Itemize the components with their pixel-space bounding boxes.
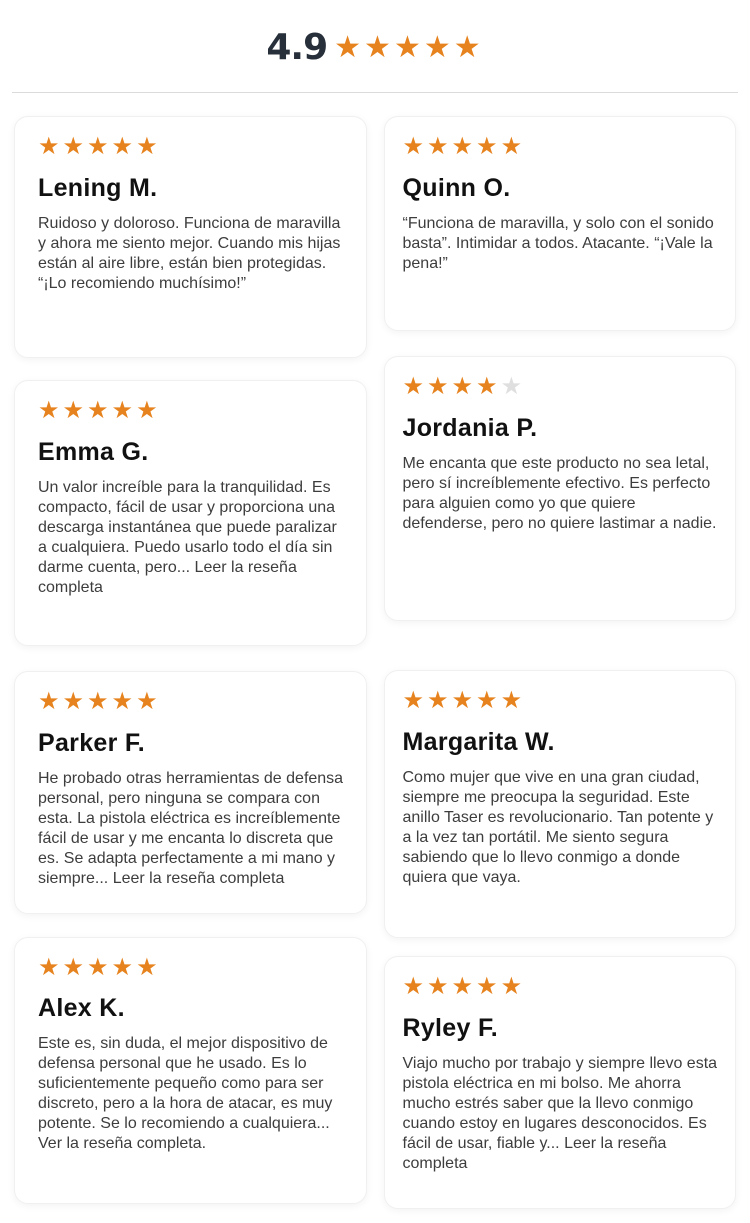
review-card [14,671,367,913]
star-filled-icon: ★ [476,686,498,715]
review-stars [403,133,724,159]
star-filled-icon: ★ [476,972,498,1001]
review-stars [38,133,344,159]
review-body: “Funciona de maravilla, y solo con el sonido basta”. Intimidar a todos. Atacante. “¡Vale la pena!” [402,214,714,272]
review-card [384,956,737,1209]
star-filled-icon: ★ [476,132,498,161]
review-body: Viajo mucho por trabajo y siempre llevo esta pistola eléctrica en mi bolso. Me ahorra mucho estrés saber que la llevo conmigo cuando estoy en lugares desconocidos. Es fácil de usar, fiable y... [402,1054,718,1152]
star-filled-icon: ★ [427,132,449,161]
rating-summary [0,0,750,92]
star-filled-icon: ★ [111,687,134,716]
star-filled-icon: ★ [423,30,451,66]
reviewer-name: Lening M. [38,173,158,202]
star-filled-icon: ★ [87,396,109,425]
review-text [38,478,344,598]
review-body: Como mujer que vive en una gran ciudad, siempre me preocupa la seguridad. Este anillo Taser es revolucionario. Tan potente y a la vez tan portátil. Me siento segura sabiendo que lo llevo conmigo a donde quiera que vaya. [402,768,714,886]
star-filled-icon: ★ [402,372,425,401]
star-filled-icon: ★ [136,687,158,716]
reviewer-name: Quinn O. [402,173,511,202]
reviewer-name: Ryley F. [402,1013,499,1042]
star-filled-icon: ★ [500,132,523,161]
review-text [38,214,344,294]
read-more-link[interactable]: Leer la reseña completa [402,1134,667,1172]
star-filled-icon: ★ [427,686,449,715]
star-filled-icon: ★ [476,372,498,401]
star-filled-icon: ★ [393,30,421,66]
review-card [14,116,367,358]
review-card [14,380,367,646]
reviews-column-right [384,116,737,1209]
star-filled-icon: ★ [136,396,158,425]
review-text [403,454,724,534]
review-stars [38,397,344,423]
reviewer-name: Jordania P. [402,413,538,442]
star-filled-icon: ★ [62,687,85,716]
star-filled-icon: ★ [136,132,158,161]
review-stars [38,954,344,980]
review-body: Un valor increíble para la tranquilidad. Es compacto, fácil de usar y proporciona una descarga instantánea que puede paralizar a cualquiera. Puedo usarlo todo el día sin darme cuenta, pero... [38,478,337,576]
star-filled-icon: ★ [111,132,134,161]
reviews-column-left [14,116,367,1203]
star-filled-icon: ★ [451,372,474,401]
star-filled-icon: ★ [451,686,474,715]
star-filled-icon: ★ [427,972,449,1001]
read-more-link[interactable]: Leer la reseña completa [38,558,297,596]
review-card [384,116,737,331]
review-text [403,768,724,888]
star-filled-icon: ★ [500,972,523,1001]
review-stars [38,688,344,714]
rating-value: 4.9 [266,27,328,68]
star-filled-icon: ★ [38,687,60,716]
review-text [38,1034,344,1154]
review-card [384,670,737,938]
star-filled-icon: ★ [136,952,158,981]
star-filled-icon: ★ [87,132,109,161]
star-filled-icon: ★ [62,132,85,161]
star-filled-icon: ★ [111,952,134,981]
star-filled-icon: ★ [453,30,481,66]
star-filled-icon: ★ [500,686,523,715]
star-filled-icon: ★ [451,132,474,161]
star-filled-icon: ★ [38,952,60,981]
review-card [384,356,737,621]
review-body: Este es, sin duda, el mejor dispositivo de defensa personal que he usado. Es lo suficientemente pequeño como para ser discreto, pero a la hora de atacar, es muy potente. Se lo recomiendo a cualquiera... [38,1035,333,1133]
star-filled-icon: ★ [427,372,449,401]
star-filled-icon: ★ [87,687,109,716]
review-text [403,214,724,274]
star-filled-icon: ★ [402,686,425,715]
review-text [38,769,344,889]
star-filled-icon: ★ [38,396,60,425]
star-filled-icon: ★ [364,30,391,66]
star-filled-icon: ★ [111,396,134,425]
reviewer-name: Emma G. [38,437,149,466]
read-more-link[interactable]: Ver la reseña completa. [38,1135,207,1153]
review-card [14,937,367,1204]
reviewer-name: Parker F. [38,728,145,757]
review-body: Me encanta que este producto no sea letal, pero sí increíblemente efectivo. Es perfecto para alguien como yo que quiere defenderse, pero no quiere lastimar a nadie. [402,454,717,532]
star-filled-icon: ★ [451,972,474,1001]
rating-stars [334,31,484,64]
star-filled-icon: ★ [38,132,60,161]
review-stars [403,687,724,713]
reviewer-name: Alex K. [38,994,125,1023]
review-stars [403,373,724,399]
star-filled-icon: ★ [62,952,85,981]
star-filled-icon: ★ [334,30,362,66]
star-filled-icon: ★ [402,132,425,161]
review-text [403,1054,724,1174]
review-body: He probado otras herramientas de defensa personal, pero ninguna se compara con esta. La pistola eléctrica es increíblemente fácil de usar y me encanta lo discreta que es. Se adapta perfectamente a mi mano y siempre... [38,769,344,887]
star-filled-icon: ★ [62,396,85,425]
reviews-grid [0,93,750,1221]
review-stars [403,973,724,999]
reviewer-name: Margarita W. [402,727,555,756]
star-empty-icon: ★ [500,372,523,401]
star-filled-icon: ★ [87,952,109,981]
read-more-link[interactable]: Leer la reseña completa [112,869,285,887]
star-filled-icon: ★ [402,972,425,1001]
review-body: Ruidoso y doloroso. Funciona de maravilla y ahora me siento mejor. Cuando mis hijas están al aire libre, están bien protegidas. “¡Lo recomiendo muchísimo!” [38,214,341,292]
